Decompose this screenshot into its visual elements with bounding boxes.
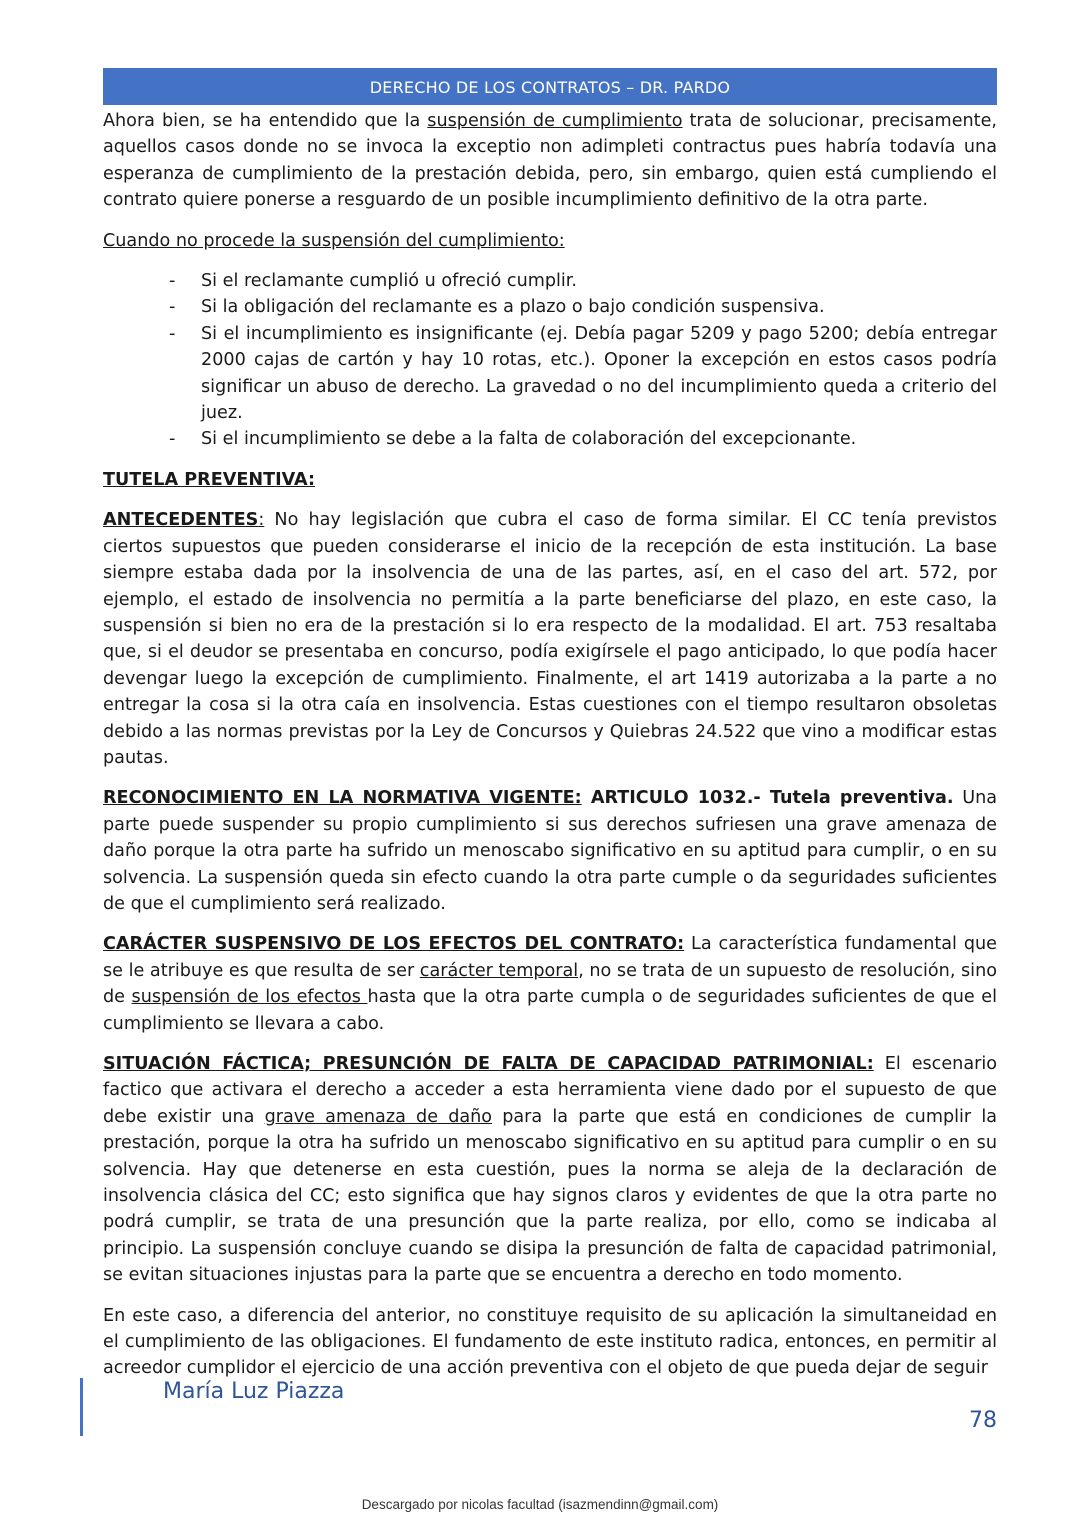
footer-author: María Luz Piazza bbox=[163, 1379, 345, 1404]
text: Ahora bien, se ha entendido que la bbox=[103, 111, 428, 131]
list-item: - Si la obligación del reclamante es a plazo o bajo condición suspensiva. bbox=[201, 294, 997, 320]
underlined-term: grave amenaza de daño bbox=[264, 1106, 493, 1127]
section-label: ANTECEDENTES bbox=[103, 510, 259, 531]
paragraph-antecedentes bbox=[103, 507, 997, 771]
paragraph-final: En este caso, a diferencia del anterior, no constituye requisito de su aplicación la simultaneidad en el cumplimiento de las obligaciones. El fundamento de este instituto radica, entonces, en permitir al acreedor cumplidor el ejercicio de una acción preventiva con el objeto de que pueda dejar de seguir bbox=[103, 1305, 997, 1379]
heading-tutela-preventiva bbox=[103, 467, 997, 493]
footer-accent-bar bbox=[80, 1378, 83, 1436]
text: hasta que la otra parte cumpla o de seguridades suficientes de que el cumplimiento se llevara a cabo. bbox=[103, 987, 997, 1034]
page-header: DERECHO DE LOS CONTRATOS – DR. PARDO bbox=[103, 68, 997, 105]
section-label: RECONOCIMIENTO EN LA NORMATIVA VIGENTE: bbox=[103, 788, 582, 809]
text: para la parte que está en condiciones de cumplir la prestación, porque la otra ha sufrido un menoscabo significativo en su aptitud para cumplir o en su solvencia. Hay que detenerse en esta cuestión, pues la norma se aleja de la declaración de insolvencia clásica del CC; esto significa que hay signos claros y evidentes de que la otra parte no podrá cumplir, se trata de una presunción que la parte realiza, por ello, como se indicaba al principio. La suspensión concluye cuando se disipa la presunción de falta de capacidad patrimonial, se evitan situaciones injustas para la parte que se encuentra a derecho en todo momento. bbox=[103, 1106, 997, 1286]
heading-text: TUTELA PREVENTIVA: bbox=[103, 469, 316, 490]
download-notice: Descargado por nicolas facultad (isazmendinn@gmail.com) bbox=[361, 1497, 719, 1512]
underlined-term: suspensión de cumplimiento bbox=[427, 111, 683, 131]
heading-no-procede bbox=[103, 228, 997, 254]
text: El escenario factico que activara el derecho a acceder a esta herramienta viene dado por el supuesto de que debe existir una bbox=[103, 1054, 997, 1127]
paragraph-reconocimiento bbox=[103, 785, 997, 917]
heading-text: Cuando no procede la suspensión del cumplimiento: bbox=[103, 230, 565, 251]
article-title: ARTICULO 1032.- Tutela preventiva. bbox=[581, 788, 954, 809]
paragraph-suspension bbox=[103, 108, 997, 214]
section-label: CARÁCTER SUSPENSIVO DE LOS EFECTOS DEL CONTRATO: bbox=[103, 934, 685, 955]
underlined-term: carácter temporal bbox=[419, 960, 579, 981]
text: trata de solucionar, precisamente, aquellos casos donde no se invoca la exceptio non adimpleti contractus pues habría todavía una esperanza de cumplimiento de la prestación debida, pero, sin embargo, quien está cumpliendo el contrato quiere ponerse a resguardo de un posible incumplimiento definitivo de la otra parte. bbox=[103, 111, 997, 211]
text: : bbox=[258, 510, 265, 531]
underlined-term: suspensión de los efectos bbox=[131, 987, 368, 1008]
text: , no se trata de un supuesto de resolución, sino de bbox=[103, 960, 997, 1008]
document-body bbox=[103, 108, 997, 1396]
section-label: SITUACIÓN FÁCTICA; PRESUNCIÓN DE FALTA DE CAPACIDAD PATRIMONIAL: bbox=[103, 1054, 874, 1074]
text: Una parte puede suspender su propio cumplimiento si sus derechos sufriesen una grave amenaza de daño porque la otra parte ha sufrido un menoscabo significativo en su aptitud para cumplir, o en su solvencia. La suspensión queda sin efecto cuando la otra parte cumple o da seguridades suficientes de que el cumplimiento será realizado. bbox=[103, 788, 998, 914]
list-item: - Si el reclamante cumplió u ofreció cumplir. bbox=[201, 268, 997, 294]
text: La característica fundamental que se le atribuye es que resulta de ser bbox=[103, 934, 997, 981]
no-procede-list bbox=[103, 268, 997, 453]
paragraph-situacion bbox=[103, 1051, 997, 1289]
page-number: 78 bbox=[969, 1408, 997, 1433]
list-item: - Si el incumplimiento se debe a la falta de colaboración del excepcionante. bbox=[201, 426, 997, 452]
paragraph-caracter bbox=[103, 931, 997, 1037]
list-item: - Si el incumplimiento es insignificante (ej. Debía pagar 5209 y pago 5200; debía entregar 2000 cajas de cartón y hay 10 rotas, etc.). Oponer la excepción en estos casos podría significar un abuso de derecho. La gravedad o no del incumplimiento queda a criterio del juez. bbox=[201, 321, 997, 427]
text: No hay legislación que cubra el caso de forma similar. El CC tenía previstos ciertos supuestos que pueden considerarse el inicio de la recepción de esta institución. La base siempre estaba dada por la insolvencia de una de las partes, así, en el caso del art. 572, por ejemplo, el estado de insolvencia no permitía a la parte beneficiarse del plazo, en este caso, la suspensión si bien no era de la prestación si lo era respecto de la modalidad. El art. 753 resaltaba que, si el deudor se presentaba en concurso, podía exigírsele el pago anticipado, lo que podía hacer devengar luego la excepción de cumplimiento. Finalmente, el art 1419 autorizaba a la parte a no entregar la cosa si la otra caía en insolvencia. Estas cuestiones con el tiempo resultaron obsoletas debido a las normas previstas por la Ley de Concursos y Quiebras 24.522 que vino a modificar estas pautas. bbox=[103, 510, 997, 768]
